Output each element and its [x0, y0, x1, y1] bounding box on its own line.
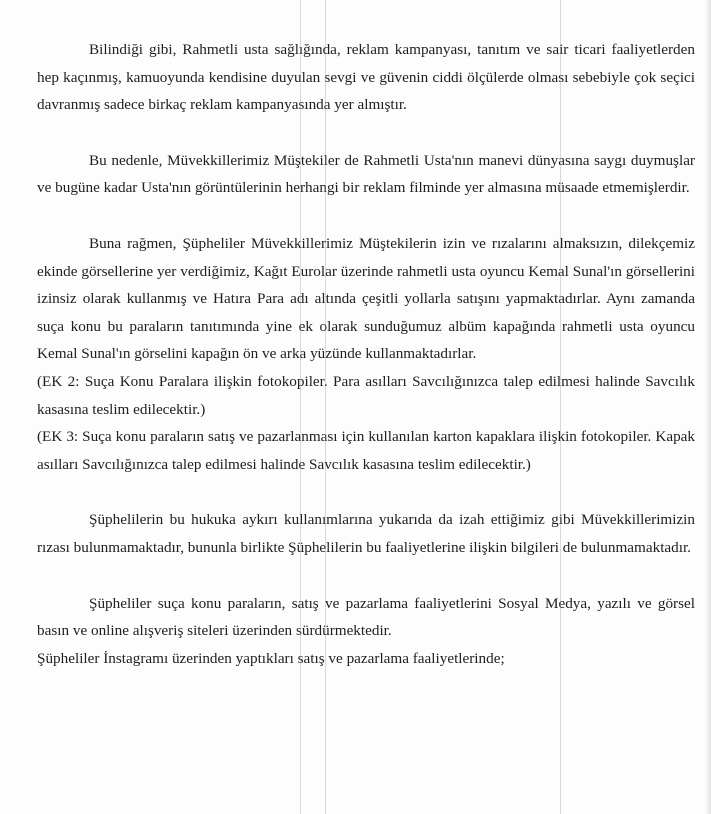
paragraph-2: Bu nedenle, Müvekkillerimiz Müştekiler de Rahmetli Usta'nın manevi dünyasına saygı duymuşlar ve bugüne kadar Usta'nın görüntülerinin herhangi bir reklam filminde yer almasına müsaade etmemişlerdir.	[37, 151, 695, 197]
scan-streak	[560, 0, 561, 814]
page-edge-shadow	[705, 0, 711, 814]
paragraph-1: Bilindiği gibi, Rahmetli usta sağlığında, reklam kampanyası, tanıtım ve sair ticari faaliyetlerden hep kaçınmış, kamuoyunda kendisine duyulan sevgi ve güvenin ciddi ölçülerde olması sebebiyle çok seçici davranmış sadece birkaç reklam kampanyasında yer almıştır.	[37, 41, 695, 114]
document-body	[37, 36, 695, 672]
scan-streak	[300, 0, 301, 814]
paragraph-4: Şüphelilerin bu hukuka aykırı kullanımlarına yukarıda da izah ettiğimiz gibi Müvekkillerimizin rızası bulunmamaktadır, bununla birlikte Şüphelilerin bu faaliyetlerine ilişkin bilgileri de bulunmamaktadır.	[37, 511, 695, 556]
paragraph-3: Buna rağmen, Şüpheliler Müvekkillerimiz Müştekilerin izin ve rızalarını almaksızın, dilekçemiz ekinde görsellerine yer verdiğimiz, Kağıt Eurolar üzerinde rahmetli usta oyuncu Kemal Sunal'ın görsellerini izinsiz olarak kullanmış ve Hatıra Para adı altında çeşitli yollarla satışını yapmaktadırlar. Aynı zamanda suça konu bu paraların tanıtımında yine ek olarak sunduğumuz albüm kapağında rahmetli usta oyuncu Kemal Sunal'ın görselini kapağın ön ve arka yüzünde kullanmaktadırlar.	[37, 234, 695, 363]
attachments-note	[37, 368, 695, 478]
attachment-ek-2: (EK 2: Suça Konu Paralara ilişkin fotokopiler. Para asılları Savcılığınızca talep edilmesi halinde Savcılık kasasına teslim edilecektir.)	[37, 372, 695, 418]
paragraph-5: Şüpheliler suça konu paraların, satış ve pazarlama faaliyetlerini Sosyal Medya, yazılı ve görsel basın ve online alışveriş siteleri üzerinden sürdürmektedir.	[37, 594, 695, 640]
attachment-ek-3: (EK 3: Suça konu paraların satış ve pazarlanması için kullanılan karton kapaklara ilişkin fotokopiler. Kapak asılları Savcılığınızca talep edilmesi halinde Savcılık kasasına teslim edilecektir.)	[37, 428, 695, 473]
scan-streak	[325, 0, 326, 814]
paragraph-6: Şüpheliler İnstagramı üzerinden yaptıkları satış ve pazarlama faaliyetlerinde;	[37, 649, 505, 667]
